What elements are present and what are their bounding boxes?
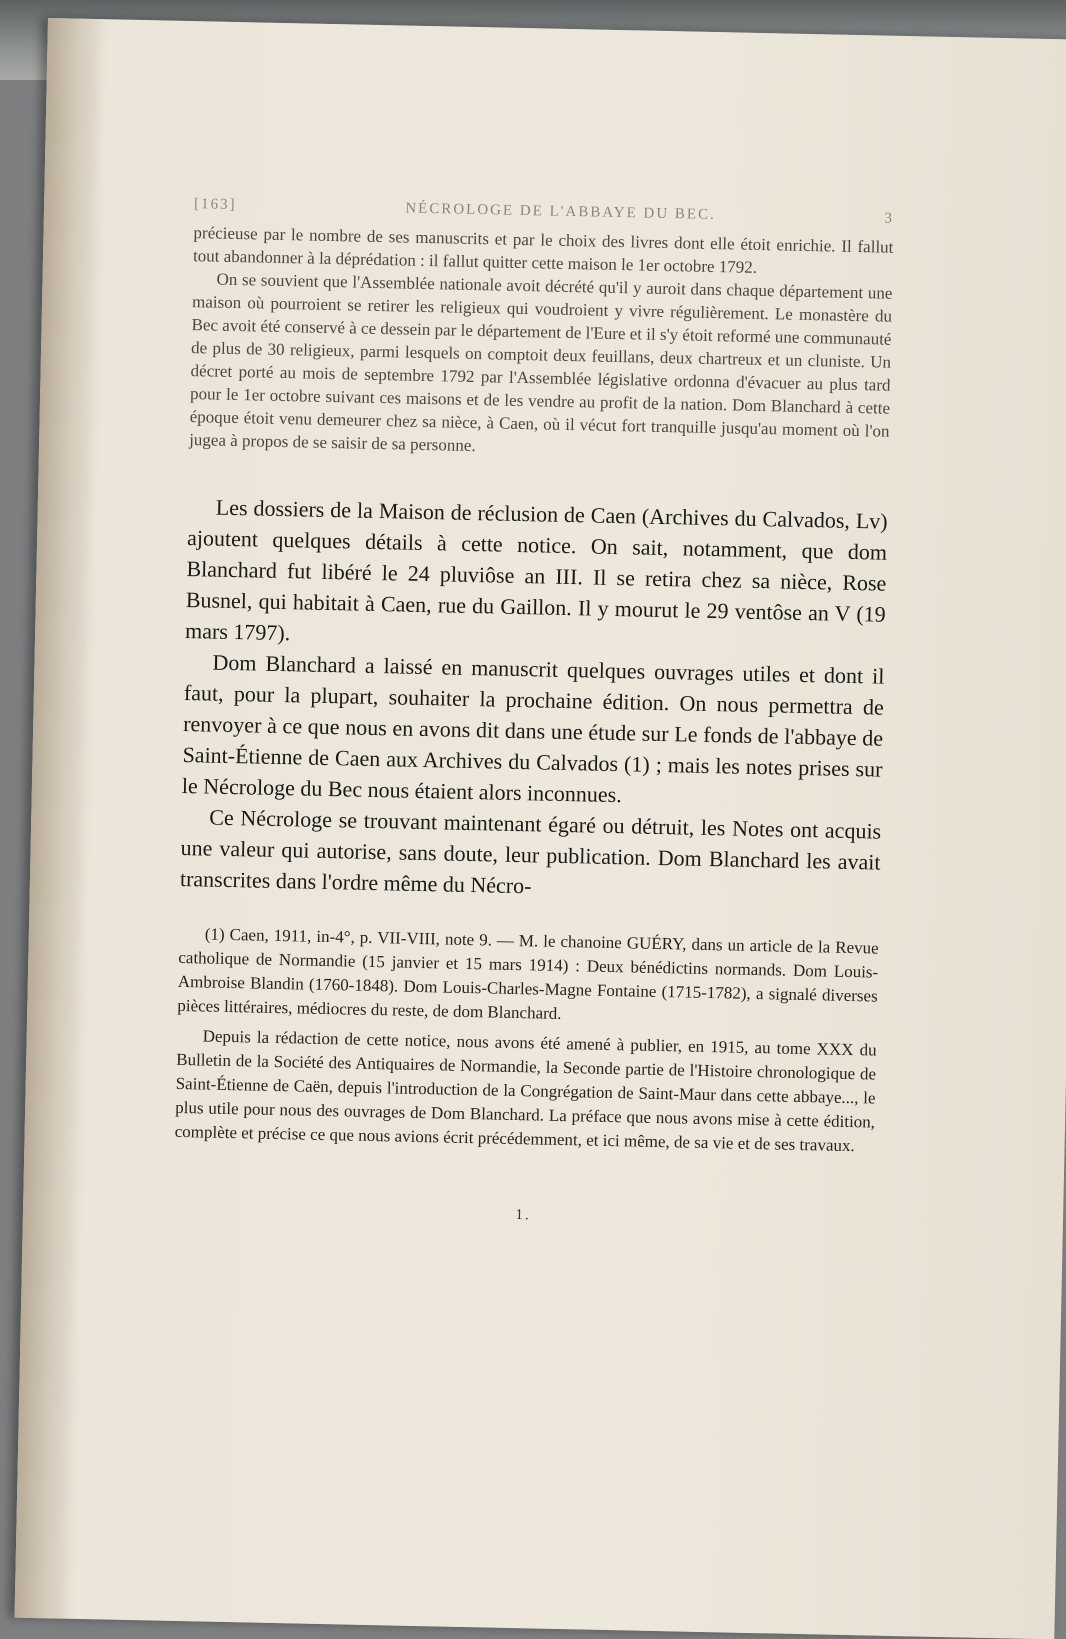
page-ref: [163] xyxy=(193,196,237,213)
paragraph: Ce Nécrologe se trouvant maintenant égaré ou détruit, les Notes ont acquis une valeur qui autorise, sans doute, leur publication. Dom Blanchard les avait transcrites dans l'ordre même du Nécro- xyxy=(179,804,882,899)
reprinted-text xyxy=(189,221,894,466)
footnotes xyxy=(174,922,878,1159)
paragraph: précieuse par le nombre de ses manuscrits et par le choix des livres dont elle étoit enrichie. Il fallut tout abandonner à la déprédation : il fallut quitter cette maison le 1er octobre 1792. xyxy=(192,223,894,277)
page-content xyxy=(173,196,894,1231)
footnote: (1) Caen, 1911, in-4°, p. VII-VIII, note 9. — M. le chanoine GUÉRY, dans un article de la Revue catholique de Normandie (15 janvier et 15 mars 1914) : Deux bénédictins normands. Dom Louis-Ambroise Blandin (1760-1848). Dom Louis-Charles-Magne Fontaine (1715-1782), a signalé diverses pièces littéraires, médiocres du reste, de dom Blanchard. xyxy=(177,924,879,1023)
paragraph: Dom Blanchard a laissé en manuscrit quelques ouvrages utiles et dont il faut, pour la plupart, souhaiter la prochaine édition. On nous permettra de renvoyer à ce que nous en avons dit dans une étude sur Le fonds de l'abbaye de Saint-Étienne de Caen aux Archives du Calvados (1) ; mais les notes prises sur le Nécrologe du Bec nous étaient alors inconnues. xyxy=(181,649,885,808)
page-edge xyxy=(14,18,103,1619)
footnote: Depuis la rédaction de cette notice, nous avons été amené à publier, en 1915, au tome XXX du Bulletin de la Société des Antiquaires de Normandie, la Seconde partie de l'Histoire chronologique de Saint-Étienne de Caën, depuis l'introduction de la Congrégation de Saint-Maur dans cette abbaye..., le plus utile pour nous des ouvrages de Dom Blanchard. La préface que nous avons mise à cette édition, complète et précise ce que nous avions écrit précédemment, et ici même, de sa vie et de ses travaux. xyxy=(174,1026,877,1156)
commentary-text xyxy=(180,491,888,909)
book-page xyxy=(14,18,1066,1639)
page-number: 3 xyxy=(884,210,895,227)
paragraph: Les dossiers de la Maison de réclusion de Caen (Archives du Calvados, Lv) ajoutent quelques détails à cette notice. On sait, notamment, que dom Blanchard fut libéré le 24 pluviôse an III. Il se retira chez sa nièce, Rose Busnel, qui habitait à Caen, rue du Gaillon. Il y mourut le 29 ventôse an V (19 mars 1797). xyxy=(184,494,888,646)
running-title: NÉCROLOGE DE L'ABBAYE DU BEC. xyxy=(405,200,716,224)
paragraph: On se souvient que l'Assemblée nationale avoit décrété qu'il y auroit dans chaque département une maison où pourroient se retirer les religieux qui voudroient y vivre régulièrement. Le monastère du Bec avoit été conservé à ce dessein par le département de l'Eure et il s'y étoit reformé une communauté de plus de 30 religieux, parmi lesquels on comptoit deux feuillans, deux chartreux et un cluniste. Un décret porté au mois de septembre 1792 par l'Assemblée législative ordonna d'évacuer au plus tard pour le 1er octobre suivant ces maisons et de les vendre au profit de la nation. Dom Blanchard à cette époque étoit venu demeurer chez sa nièce, à Caen, où il vécut fort tranquille jusqu'au moment où l'on jugea à propos de se saisir de sa personne. xyxy=(189,269,893,456)
signature-mark: 1. xyxy=(515,1207,531,1224)
